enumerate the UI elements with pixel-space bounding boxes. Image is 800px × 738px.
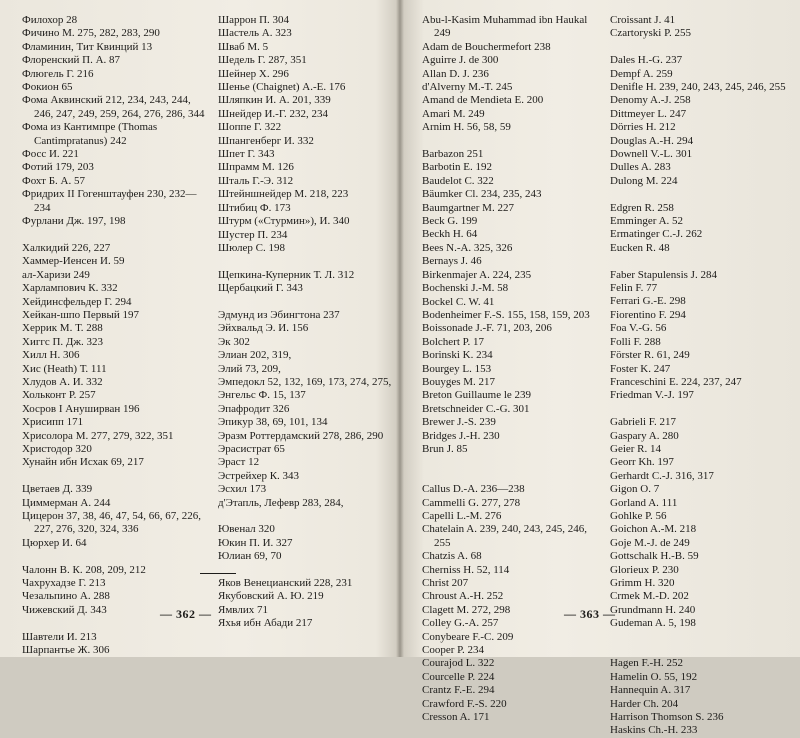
index-entry: Aguirre J. de 300 bbox=[422, 54, 499, 67]
index-entry: Cresson A. 171 bbox=[422, 711, 490, 724]
page-number-right: — 363 — bbox=[564, 607, 616, 621]
index-entry: Goje M.-J. de 249 bbox=[610, 536, 690, 549]
index-entry: Dulles A. 283 bbox=[610, 161, 671, 174]
index-entry: Adam de Bouchermefort 238 bbox=[422, 40, 551, 53]
index-entry: Шедель Г. 287, 351 bbox=[218, 54, 307, 67]
end-rule bbox=[200, 573, 236, 574]
index-entry: Эк 302 bbox=[218, 335, 250, 348]
index-entry: Colley G.-A. 257 bbox=[422, 617, 499, 630]
index-entry: Цветаев Д. 339 bbox=[22, 483, 93, 496]
index-entry: Beck G. 199 bbox=[422, 215, 478, 228]
index-entry: Chroust A.-H. 252 bbox=[422, 590, 504, 603]
index-entry: Яков Венецианский 228, 231 bbox=[218, 577, 353, 589]
index-entry: Hagen F.-H. 252 bbox=[610, 657, 684, 670]
section-gap bbox=[22, 550, 210, 563]
index-entry: Эраст 12 bbox=[218, 456, 260, 469]
index-entry: Cooper P. 234 bbox=[422, 644, 485, 657]
index-entry: Bouyges M. 217 bbox=[422, 375, 496, 388]
index-entry: Bernays J. 46 bbox=[422, 255, 482, 268]
index-entry: Gaspary A. 280 bbox=[610, 429, 679, 442]
index-entry: Шаррон П. 304 bbox=[218, 14, 290, 26]
section-gap bbox=[422, 456, 606, 469]
index-entry: Czartoryski P. 255 bbox=[610, 27, 691, 40]
index-entry: Foa V.-G. 56 bbox=[610, 322, 667, 335]
index-entry: Borinski K. 234 bbox=[422, 349, 493, 362]
index-entry: Хейдинсфельдер Г. 294 bbox=[22, 295, 132, 308]
index-entry: Филохор 28 bbox=[22, 14, 78, 26]
index-entry: Brewer J.-S. 239 bbox=[422, 416, 496, 429]
index-entry: Geier R. 14 bbox=[610, 442, 662, 455]
right-page-column-2 bbox=[610, 14, 796, 738]
index-entry: Bolchert P. 17 bbox=[422, 335, 485, 348]
index-entry: Förster R. 61, 249 bbox=[610, 349, 690, 362]
index-entry: Barbazon 251 bbox=[422, 148, 484, 161]
section-gap bbox=[218, 255, 396, 268]
index-entry: Харлампович К. 332 bbox=[22, 282, 118, 295]
index-entry: Bochenski J.-M. 58 bbox=[422, 282, 509, 295]
index-entry: Emminger A. 52 bbox=[610, 215, 684, 228]
index-entry: Юлиан 69, 70 bbox=[218, 550, 282, 563]
index-entry: Шенье (Chaignet) А.-Е. 176 bbox=[218, 81, 346, 94]
index-entry: Allan D. J. 236 bbox=[422, 67, 489, 80]
index-entry: Amari M. 249 bbox=[422, 107, 485, 120]
index-entry: Bockel C. W. 41 bbox=[422, 295, 495, 308]
index-entry: Штейншнейдер М. 218, 223 bbox=[218, 188, 349, 201]
index-entry: Bridges J.-H. 230 bbox=[422, 429, 500, 442]
index-entry: d'Alverny M.-T. 245 bbox=[422, 81, 513, 94]
index-entry: Чезальпино А. 288 bbox=[22, 590, 110, 603]
index-entry: Denomy A.-J. 258 bbox=[610, 94, 691, 107]
index-entry: Dörries H. 212 bbox=[610, 121, 676, 134]
index-entry: Goichon A.-M. 218 bbox=[610, 523, 697, 536]
index-entry: Фурлани Дж. 197, 198 bbox=[22, 215, 126, 228]
index-entry: Шпангенберг И. 332 bbox=[218, 134, 314, 147]
left-page-column-2 bbox=[218, 14, 396, 631]
index-entry: Шустер П. 234 bbox=[218, 228, 288, 241]
index-entry: Хлудов А. И. 332 bbox=[22, 375, 103, 388]
section-gap bbox=[610, 644, 796, 657]
section-gap bbox=[610, 631, 796, 644]
index-entry: Чижевский Д. 343 bbox=[22, 603, 107, 616]
section-gap bbox=[610, 255, 796, 268]
index-entry: д'Этапль, Лефевр 283, 284, bbox=[218, 496, 344, 509]
section-gap bbox=[610, 188, 796, 201]
index-entry: Eucken R. 48 bbox=[610, 241, 670, 254]
index-entry: Шастель А. 323 bbox=[218, 27, 292, 40]
index-entry: Barbotin E. 192 bbox=[422, 161, 492, 174]
index-entry: Bourgey L. 153 bbox=[422, 362, 492, 375]
index-entry: Breton Guillaume le 239 bbox=[422, 389, 532, 402]
section-gap bbox=[22, 470, 210, 483]
index-entry: Gabrieli F. 217 bbox=[610, 416, 677, 429]
index-entry: Boissonade J.-F. 71, 203, 206 bbox=[422, 322, 552, 335]
index-entry: Хаммер-Иенсен И. 59 bbox=[22, 255, 125, 268]
index-entry: Эразм Роттердамский 278, 286, 290 bbox=[218, 429, 384, 442]
index-entry: Chatelain A. 239, 240, 243, 245, 246, 255 bbox=[422, 523, 587, 549]
index-entry: Флюгель Г. 216 bbox=[22, 67, 94, 80]
index-entry: Glorieux P. 230 bbox=[610, 563, 679, 576]
index-entry: Штибиц Ф. 173 bbox=[218, 201, 291, 214]
index-entry: Harrison Thomson S. 236 bbox=[610, 711, 724, 724]
index-entry: Цюрхер И. 64 bbox=[22, 536, 87, 549]
right-page bbox=[402, 0, 800, 737]
index-entry: Gottschalk H.-B. 59 bbox=[610, 550, 699, 563]
index-entry: Элий 73, 209, bbox=[218, 362, 281, 375]
index-entry: Courajod L. 322 bbox=[422, 657, 495, 670]
index-entry: Ямвлих 71 bbox=[218, 603, 268, 616]
index-entry: Denifle H. 239, 240, 243, 245, 246, 255 bbox=[610, 81, 786, 94]
index-entry: Фосс И. 221 bbox=[22, 148, 79, 161]
index-entry: Beckh H. 64 bbox=[422, 228, 478, 241]
index-entry: Dales H.-G. 237 bbox=[610, 54, 683, 67]
index-entry: Gohlke P. 56 bbox=[610, 509, 667, 522]
index-entry: Эдмунд из Эбингтона 237 bbox=[218, 308, 340, 321]
index-entry: Christ 207 bbox=[422, 577, 469, 590]
index-entry: Gerhardt C.-J. 316, 317 bbox=[610, 469, 714, 482]
index-entry: Arnim H. 56, 58, 59 bbox=[422, 121, 511, 134]
section-gap bbox=[422, 470, 606, 483]
section-gap bbox=[218, 510, 396, 523]
index-entry: Эйхвальд Э. И. 156 bbox=[218, 322, 309, 335]
index-entry: Bodenheimer F.-S. 155, 158, 159, 203 bbox=[422, 308, 590, 321]
index-entry: Штурм («Стурмин»), И. 340 bbox=[218, 215, 350, 228]
index-entry: Baumgartner M. 227 bbox=[422, 201, 514, 214]
index-entry: Эпикур 38, 69, 101, 134 bbox=[218, 416, 328, 429]
index-entry: Amand de Mendieta E. 200 bbox=[422, 94, 544, 107]
index-entry: Элиан 202, 319, bbox=[218, 349, 292, 362]
index-entry: Dittmeyer L. 247 bbox=[610, 107, 687, 120]
index-entry: Cherniss H. 52, 114 bbox=[422, 563, 510, 576]
index-entry: Фокион 65 bbox=[22, 81, 73, 94]
index-entry: Haskins Ch.-H. 233 bbox=[610, 724, 698, 737]
index-entry: Felin F. 77 bbox=[610, 282, 658, 295]
index-entry: Ferrari G.-E. 298 bbox=[610, 295, 686, 308]
index-entry: Эпафродит 326 bbox=[218, 402, 290, 415]
index-entry: Hannequin A. 317 bbox=[610, 684, 691, 697]
index-entry: Downell V.-L. 301 bbox=[610, 148, 693, 161]
index-entry: Conybeare F.-C. 209 bbox=[422, 630, 514, 643]
index-entry: Grundmann H. 240 bbox=[610, 603, 696, 616]
index-entry: Чалонн В. К. 208, 209, 212 bbox=[22, 563, 146, 576]
index-entry: Baudelot C. 322 bbox=[422, 174, 494, 187]
index-entry: Эрасистрат 65 bbox=[218, 442, 285, 455]
index-entry: Edgren R. 258 bbox=[610, 201, 674, 214]
index-entry: Brun J. 85 bbox=[422, 442, 468, 455]
index-entry: Callus D.-A. 236—238 bbox=[422, 483, 525, 496]
index-entry: Циммерман А. 244 bbox=[22, 496, 111, 509]
page-number-left: — 362 — bbox=[160, 607, 212, 621]
index-entry: Хосров I Ануширван 196 bbox=[22, 402, 140, 415]
index-entry: Фохт Б. А. 57 bbox=[22, 174, 85, 187]
index-entry: Фотий 179, 203 bbox=[22, 161, 94, 174]
index-entry: Courcelle P. 224 bbox=[422, 670, 495, 683]
index-entry: Фома из Кантимпре (Thomas Cantimpratanus) 242 bbox=[22, 121, 158, 147]
left-page bbox=[0, 0, 398, 657]
index-entry: Шваб М. 5 bbox=[218, 40, 269, 53]
index-entry: Шпрамм М. 126 bbox=[218, 161, 294, 174]
index-entry: Gorland A. 111 bbox=[610, 496, 678, 509]
index-entry: Хилл Н. 306 bbox=[22, 349, 80, 362]
index-entry: Хунайн ибн Исхак 69, 217 bbox=[22, 456, 144, 469]
index-entry: Шляпкин И. А. 201, 339 bbox=[218, 94, 331, 107]
section-gap bbox=[610, 41, 796, 54]
index-entry: Dulong M. 224 bbox=[610, 174, 678, 187]
index-entry: Шпет Г. 343 bbox=[218, 148, 275, 161]
index-entry: Херрик М. Т. 288 bbox=[22, 322, 103, 335]
index-entry: Шейнер Х. 296 bbox=[218, 67, 289, 80]
index-entry: Шоппе Г. 322 bbox=[218, 121, 282, 134]
index-entry: Georr Kh. 197 bbox=[610, 456, 674, 469]
index-entry: Фламинин, Тит Квинций 13 bbox=[22, 40, 153, 53]
index-entry: Флоренский П. А. 87 bbox=[22, 54, 121, 67]
index-entry: Хейкан-шпо Первый 197 bbox=[22, 308, 139, 321]
index-entry: Фичино М. 275, 282, 283, 290 bbox=[22, 27, 160, 40]
index-entry: Abu-l-Kasim Muhammad ibn Haukal 249 bbox=[422, 14, 588, 40]
index-entry: Шталь Г.-Э. 312 bbox=[218, 174, 294, 187]
index-entry: Хиггс П. Дж. 323 bbox=[22, 335, 104, 348]
index-entry: Цицерон 37, 38, 46, 47, 54, 66, 67, 226, 227, 276, 320, 324, 336 bbox=[22, 510, 201, 536]
index-entry: Шавтели И. 213 bbox=[22, 630, 97, 643]
index-entry: Эсхил 173 bbox=[218, 483, 267, 496]
index-entry: Folli F. 288 bbox=[610, 335, 661, 348]
index-entry: Фридрих II Гогенштауфен 230, 232—234 bbox=[22, 188, 197, 214]
index-entry: Grimm H. 320 bbox=[610, 577, 675, 589]
left-page-column-1 bbox=[22, 14, 210, 657]
index-entry: ал-Харизи 249 bbox=[22, 268, 90, 281]
index-entry: Шнейдер И.-Г. 232, 234 bbox=[218, 107, 328, 120]
index-entry: Harder Ch. 204 bbox=[610, 697, 679, 710]
index-entry: Faber Stapulensis J. 284 bbox=[610, 268, 717, 281]
section-gap bbox=[610, 403, 796, 416]
section-gap bbox=[218, 564, 396, 577]
index-entry: Chatzis A. 68 bbox=[422, 550, 482, 563]
index-entry: Bretschneider C.-G. 301 bbox=[422, 402, 530, 415]
index-entry: Hamelin O. 55, 192 bbox=[610, 670, 698, 683]
index-entry: Birkenmajer A. 224, 235 bbox=[422, 268, 532, 281]
index-entry: Douglas A.-H. 294 bbox=[610, 134, 694, 147]
index-entry: Croissant J. 41 bbox=[610, 14, 676, 26]
index-entry: Христодор 320 bbox=[22, 442, 92, 455]
index-entry: Friedman V.-J. 197 bbox=[610, 389, 694, 402]
index-entry: Gigon O. 7 bbox=[610, 483, 660, 496]
section-gap bbox=[422, 135, 606, 148]
index-entry: Энгельс Ф. 15, 137 bbox=[218, 389, 306, 402]
index-entry: Якубовский А. Ю. 219 bbox=[218, 590, 324, 603]
index-entry: Capelli L.-M. 276 bbox=[422, 509, 502, 522]
index-entry: Franceschini E. 224, 237, 247 bbox=[610, 375, 742, 388]
index-entry: Щербацкий Г. 343 bbox=[218, 282, 303, 295]
index-entry: Clagett M. 272, 298 bbox=[422, 603, 511, 616]
index-entry: Crawford F.-S. 220 bbox=[422, 697, 507, 710]
index-entry: Ювенал 320 bbox=[218, 523, 275, 536]
index-entry: Щепкина-Куперник Т. Л. 312 bbox=[218, 268, 355, 281]
index-entry: Fiorentino F. 294 bbox=[610, 308, 686, 321]
index-entry: Foster K. 247 bbox=[610, 362, 671, 375]
index-entry: Яхья ибн Абади 217 bbox=[218, 617, 313, 630]
index-entry: Ermatinger C.-J. 262 bbox=[610, 228, 703, 241]
index-entry: Хрисипп 171 bbox=[22, 416, 84, 429]
index-entry: Фома Аквинский 212, 234, 243, 244, 246, 247, 249, 259, 264, 276, 286, 344 bbox=[22, 94, 205, 120]
index-entry: Шарпантье Ж. 306 bbox=[22, 644, 110, 657]
index-entry: Bees N.-A. 325, 326 bbox=[422, 241, 513, 254]
index-entry: Gudeman A. 5, 198 bbox=[610, 617, 696, 630]
section-gap bbox=[218, 296, 396, 309]
index-entry: Халкидий 226, 227 bbox=[22, 241, 111, 254]
index-entry: Crmek M.-D. 202 bbox=[610, 590, 689, 603]
index-entry: Шюлер С. 198 bbox=[218, 241, 285, 254]
index-entry: Хис (Heath) Т. 111 bbox=[22, 362, 107, 375]
index-entry: Хрисолора М. 277, 279, 322, 351 bbox=[22, 429, 174, 442]
index-entry: Юкин П. И. 327 bbox=[218, 536, 293, 549]
index-entry: Хольконт Р. 257 bbox=[22, 389, 96, 402]
index-entry: Эстрейхер К. 343 bbox=[218, 469, 300, 482]
index-entry: Эмпедокл 52, 132, 169, 173, 274, 275, bbox=[218, 375, 392, 388]
index-entry: Dempf A. 259 bbox=[610, 67, 673, 80]
index-entry: Cammelli G. 277, 278 bbox=[422, 496, 521, 509]
index-entry: Crantz F.-E. 294 bbox=[422, 684, 495, 697]
index-entry: Чахрухадзе Г. 213 bbox=[22, 577, 106, 590]
index-entry: Bäumker Cl. 234, 235, 243 bbox=[422, 188, 542, 201]
section-gap bbox=[22, 229, 210, 242]
